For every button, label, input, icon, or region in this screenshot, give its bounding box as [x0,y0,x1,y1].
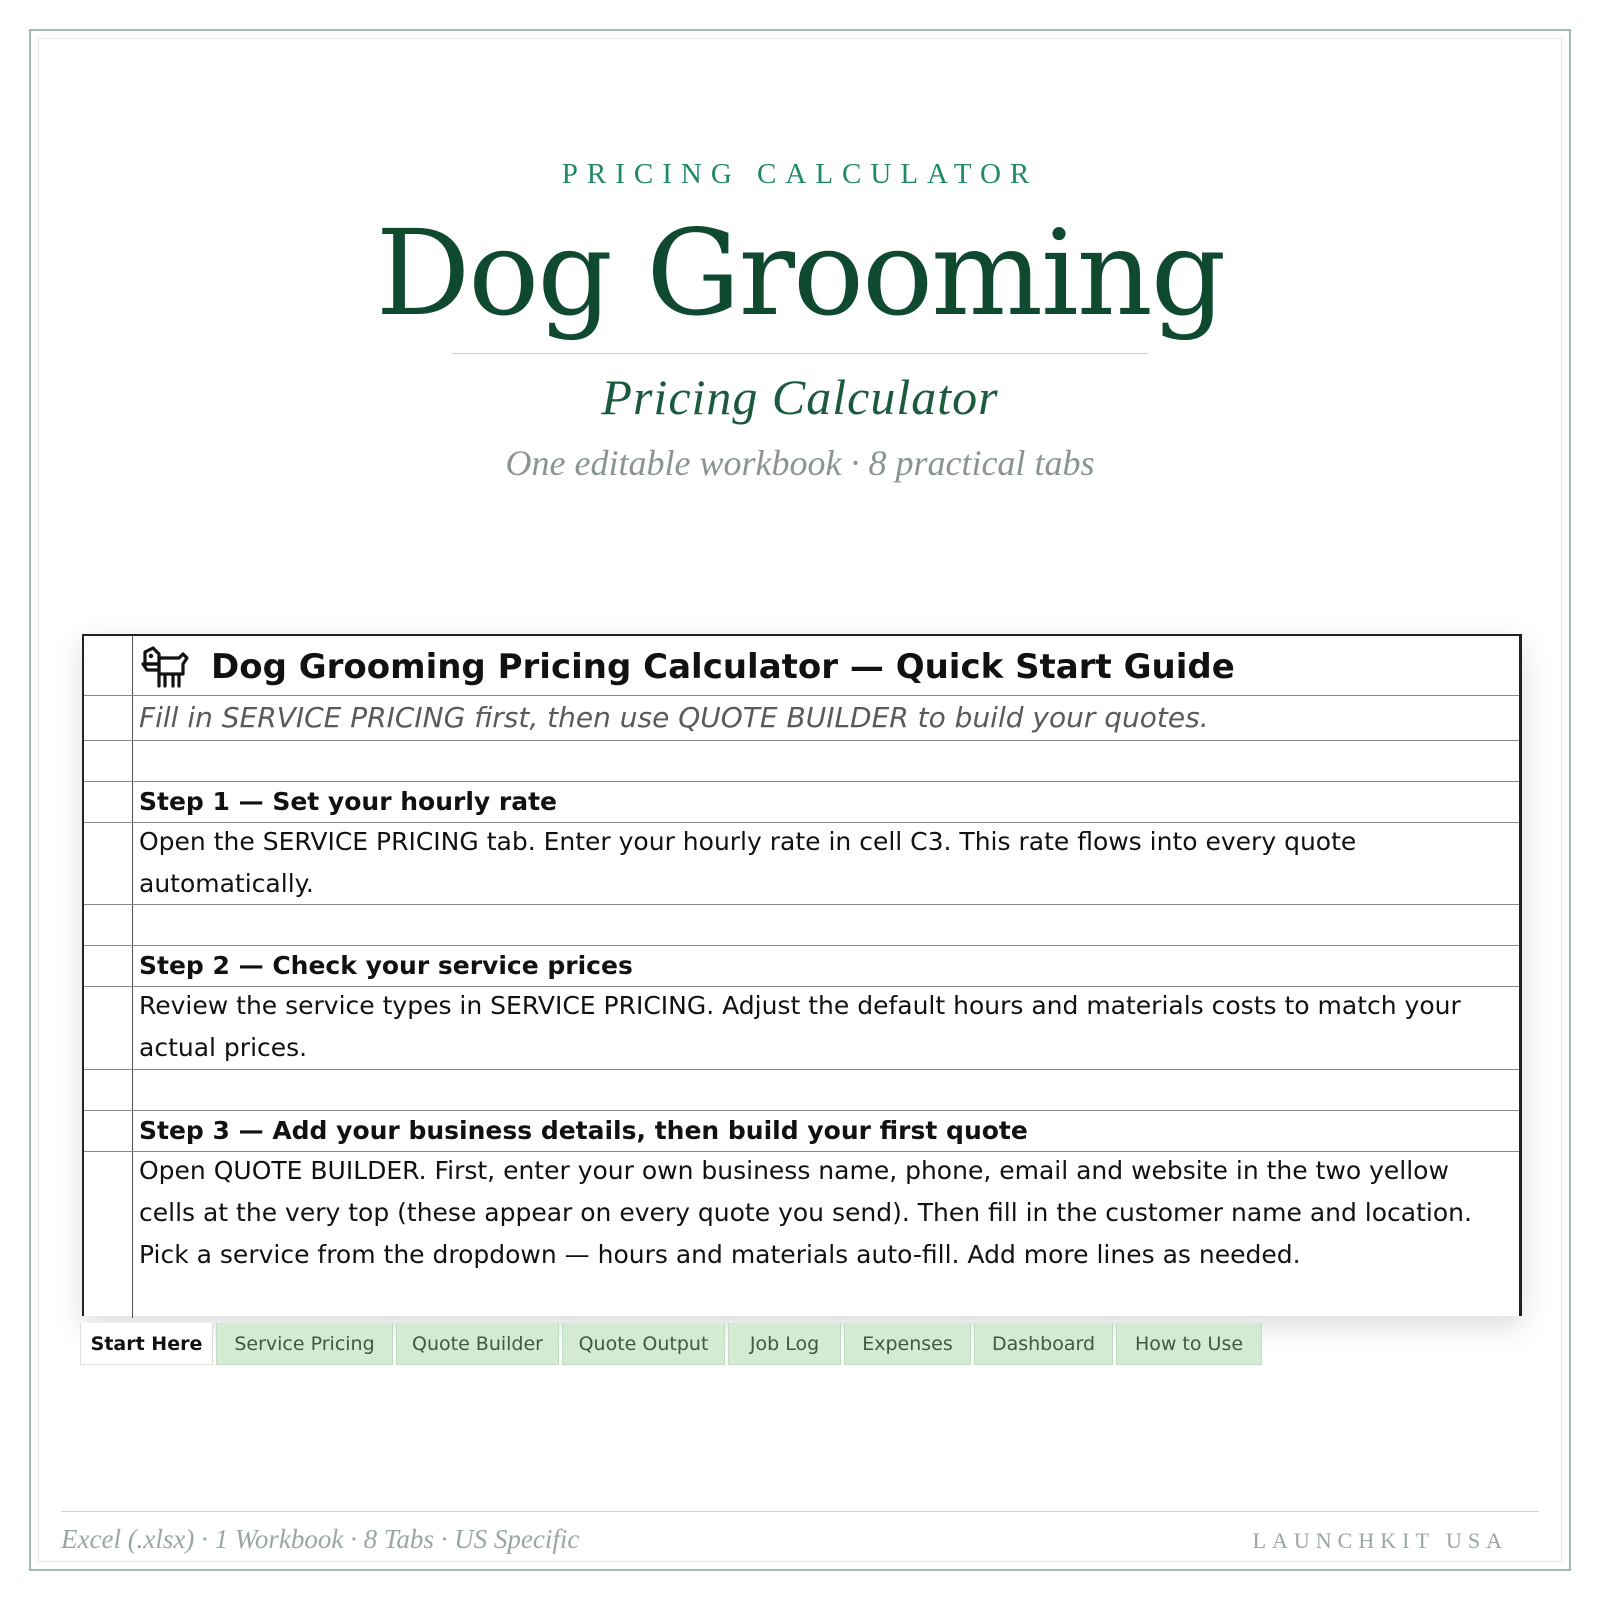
tab-dashboard[interactable]: Dashboard [974,1323,1113,1365]
sheet-row [84,636,1519,696]
sheet-row [84,741,1519,782]
row-header-border [132,823,133,904]
step-3-body[interactable]: Open QUOTE BUILDER. First, enter your own business name, phone, email and website in the two yellow cells at the very top (these appear on every quote you send). Then fill in the customer name and location. Pick a service from the dropdown — hours and materials auto-fill. Add more lines as needed. [139,1156,1472,1269]
sheet-row [84,782,1519,823]
tab-expenses[interactable]: Expenses [844,1323,971,1365]
step-2-body[interactable]: Review the service types in SERVICE PRICING. Adjust the default hours and materials costs to match your actual prices. [139,991,1461,1062]
sheet-row [84,1070,1519,1111]
spreadsheet-view [82,634,1522,1316]
row-header-border [132,905,133,945]
sheet-subtitle[interactable]: Fill in SERVICE PRICING first, then use QUOTE BUILDER to build your quotes. [139,701,1209,734]
row-header-border [132,1111,133,1151]
row-header-border [132,987,133,1069]
sheet-row [84,905,1519,946]
sheet-row [84,823,1519,905]
tab-how-to-use[interactable]: How to Use [1116,1323,1262,1365]
hero-title: Dog Grooming [375,204,1225,342]
footer-specs: Excel (.xlsx) · 1 Workbook · 8 Tabs · US Specific [61,1524,580,1554]
sheet-row [84,987,1519,1070]
row-header-border [132,636,133,695]
tab-quote-output[interactable]: Quote Output [562,1323,725,1365]
row-header-border [132,696,133,740]
tab-quote-builder[interactable]: Quote Builder [396,1323,559,1365]
tab-job-log[interactable]: Job Log [728,1323,841,1365]
tab-service-pricing[interactable]: Service Pricing [216,1323,393,1365]
hero-subtitle: Pricing Calculator [601,369,999,425]
tab-start-here[interactable]: Start Here [80,1323,213,1365]
sheet-row [84,1111,1519,1152]
step-1-body[interactable]: Open the SERVICE PRICING tab. Enter your hourly rate in cell C3. This rate flows into every quote automatically. [139,827,1357,898]
row-header-border [132,782,133,822]
row-header-border [132,1070,133,1110]
row-header-border [132,946,133,986]
row-header-border [132,741,133,781]
sheet-row [84,696,1519,741]
step-1-heading[interactable]: Step 1 — Set your hourly rate [139,787,558,816]
footer-brand: LAUNCHKIT USA [1252,1528,1508,1553]
eyebrow-label: PRICING CALCULATOR [561,158,1039,190]
title-divider [452,353,1148,354]
sheet-row [84,946,1519,987]
step-3-heading[interactable]: Step 3 — Add your business details, then build your first quote [139,1116,1028,1145]
step-2-heading[interactable]: Step 2 — Check your service prices [139,951,633,980]
hero-tagline: One editable workbook · 8 practical tabs [505,443,1095,483]
sheet-row [84,1152,1519,1318]
row-header-border [132,1152,133,1318]
sheet-title: Dog Grooming Pricing Calculator — Quick Start Guide [211,647,1235,687]
footer-divider [61,1511,1539,1512]
